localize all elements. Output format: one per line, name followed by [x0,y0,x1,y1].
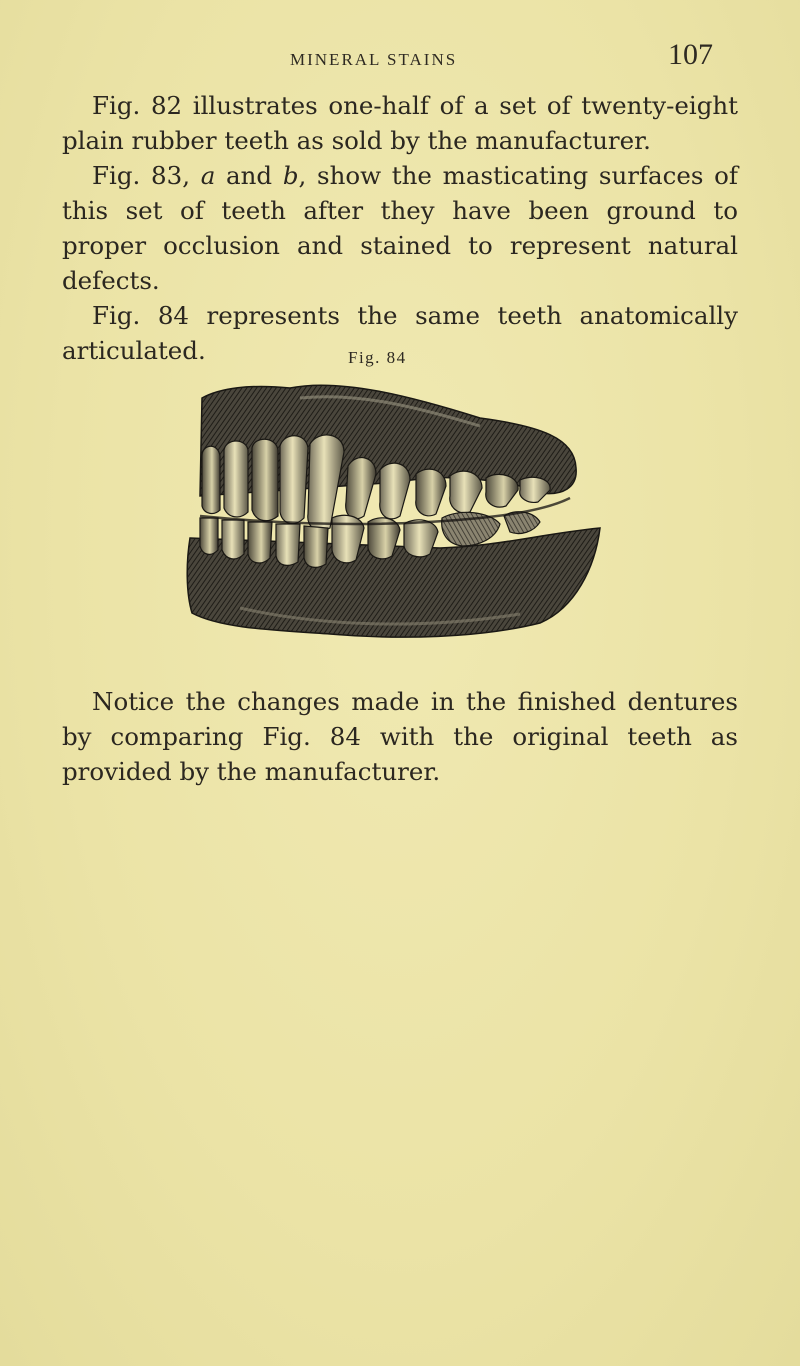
dentures-illustration [180,378,610,642]
paragraph-notice-text: Notice the changes made in the finished dentures by comparing Fig. 84 with the original teeth as provided by the manufacturer. [62,687,738,786]
lower-text-block [62,684,738,789]
paragraph-fig83 [62,158,738,298]
paragraph-fig82 [62,88,738,158]
paragraph-fig83-text-start: Fig. 83, [92,161,201,190]
fig83-label-b: b [282,161,299,190]
paragraph-fig82-text: Fig. 82 illustrates one-half of a set of twenty-eight plain rubber teeth as sold by the manufacturer. [62,91,738,155]
paragraph-fig83-text-end: , show the masticating surfaces of this set of teeth after they have been ground to proper occlusion and stained to represent natural defects. [62,161,738,295]
upper-text-block [62,88,738,368]
fig83-label-a: a [200,161,216,190]
paragraph-notice [62,684,738,789]
page-number: 107 [668,38,713,71]
running-head: MINERAL STAINS [290,50,458,69]
figure-caption: Fig. 84 [348,348,407,367]
paragraph-fig84-text: Fig. 84 represents the same teeth anatomically articulated. [62,301,738,365]
paragraph-fig83-text-and: and [215,161,283,190]
